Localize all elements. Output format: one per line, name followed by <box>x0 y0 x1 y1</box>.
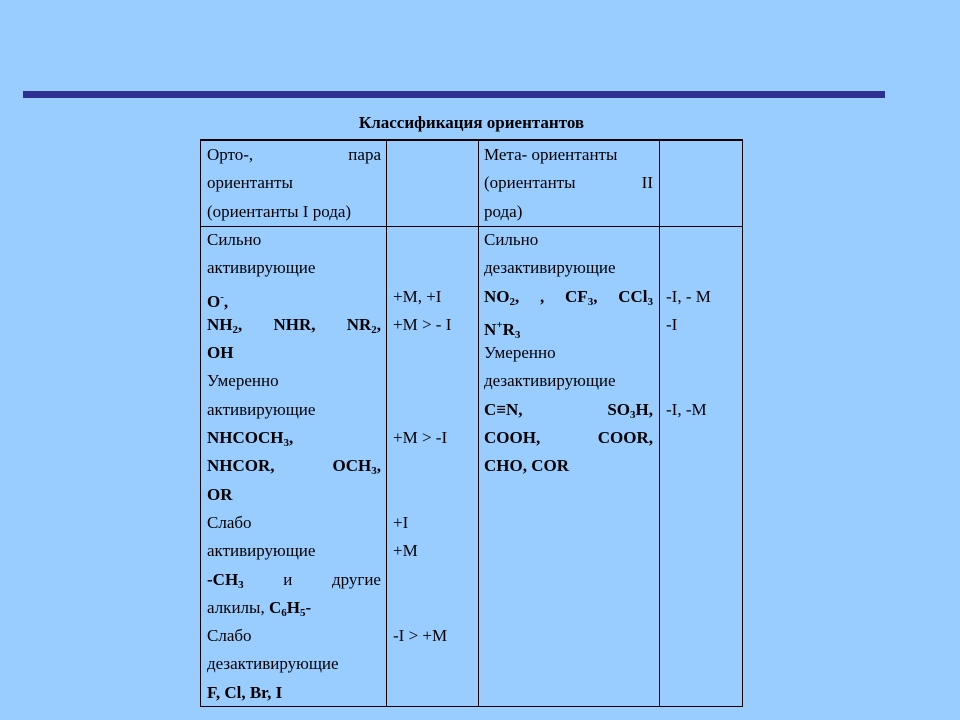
header-text: рода) <box>484 201 523 221</box>
effect-text: +M > -I <box>393 428 448 448</box>
group-title: Умеренно <box>207 371 279 391</box>
title-rule <box>23 91 885 98</box>
header-text: (ориентанты I рода) <box>207 201 352 221</box>
group-title: активирующие <box>207 541 316 561</box>
effect-text: +M > - I <box>393 314 452 334</box>
header-text: II <box>641 173 653 193</box>
formula-or: OR <box>207 484 233 504</box>
effect-text: -I <box>666 314 678 334</box>
header-ortho-para <box>207 141 381 226</box>
formula-cn-so3h: C≡N, $SO_3H$, <box>484 399 653 421</box>
effect-text: +M, +I <box>393 286 442 306</box>
effect-text: -I, -M <box>666 399 707 419</box>
group-title: дезактивирующие <box>207 654 339 674</box>
header-text: ориентанты <box>207 173 293 193</box>
formula-ch3: $-CH_3$ и другие <box>207 569 381 591</box>
header-text: (ориентанты <box>484 173 576 193</box>
meta-effects-cell <box>666 226 738 424</box>
formula-halogens: F, Cl, Br, I <box>207 682 283 702</box>
orientants-table <box>200 139 743 707</box>
formula-alkyls: алкилы, $C_6H_5-$ <box>207 597 312 619</box>
formula-cho-cor: CHO, COR <box>484 456 569 476</box>
group-title: Умеренно <box>484 343 556 363</box>
group-title: дезактивирующие <box>484 371 616 391</box>
ortho-para-effects-cell <box>393 226 475 650</box>
group-title: Слабо <box>207 512 252 532</box>
group-title: активирующие <box>207 399 316 419</box>
effect-text: -I, - M <box>666 286 711 306</box>
formula-amines: $NH_2$, NHR, $NR_2$, <box>207 314 381 336</box>
formula-nhcoch3: $NHCOCH_3$, <box>207 428 294 450</box>
effect-text: -I > +M <box>393 626 448 646</box>
formula-cooh-coor: COOH, COOR, <box>484 428 653 448</box>
ortho-para-orientants-cell <box>207 226 381 707</box>
group-title: дезактивирующие <box>484 258 616 278</box>
formula-o-minus: O-, <box>207 290 229 311</box>
formula-nr3-plus: $N^+R_3$ <box>484 318 521 341</box>
formula-oh: OH <box>207 343 234 363</box>
group-title: Сильно <box>207 230 262 249</box>
header-meta <box>484 141 653 226</box>
group-title: Слабо <box>207 626 252 646</box>
formula-nhcor-och3: NHCOR, $OCH_3$, <box>207 456 381 478</box>
table-caption: Классификация ориентантов <box>358 113 585 132</box>
header-text: Мета- ориентанты <box>484 145 618 164</box>
header-text: пара <box>348 145 381 164</box>
group-title: активирующие <box>207 258 316 278</box>
formula-no2-cf3-ccl3: $NO_2$, , $CF_3$, CCl$_3$ <box>484 286 653 308</box>
meta-orientants-cell <box>484 226 653 481</box>
group-title: Сильно <box>484 230 539 249</box>
effect-text: +I <box>393 512 409 532</box>
effect-text: +M <box>393 541 418 561</box>
header-text: Орто-, <box>207 145 254 164</box>
